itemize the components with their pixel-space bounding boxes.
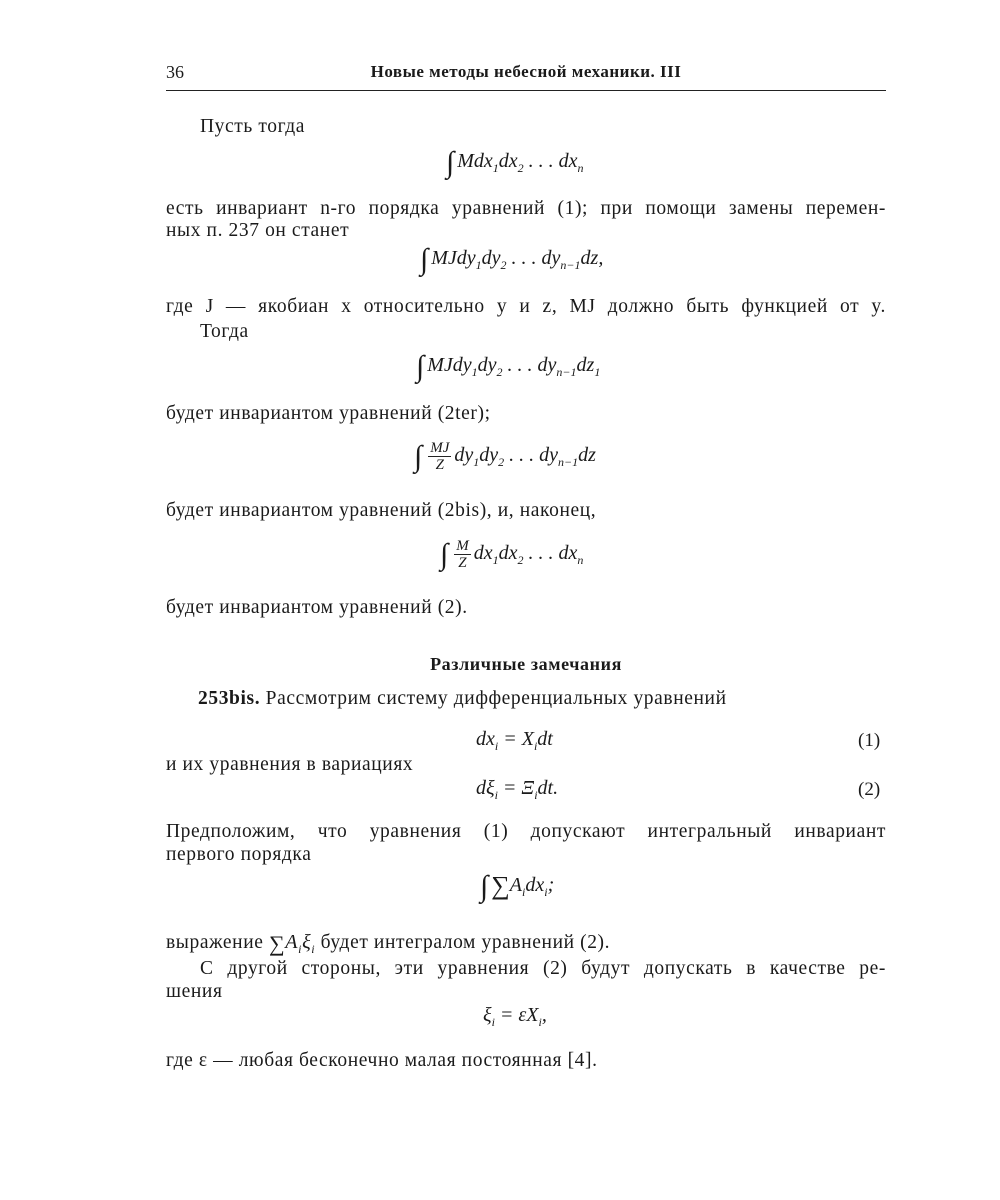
section-title: Различные замечания xyxy=(430,654,622,674)
paragraph-10-post: будет интегралом уравнений (2). xyxy=(320,932,611,953)
formula-solution: $\xi_i = \varepsilon X_i$, xyxy=(483,1004,547,1029)
running-title: Новые методы небесной механики. III xyxy=(370,62,682,81)
formula-integral-5: ∫ $\frac{M}{Z}$ $dx_1dx_2$ . . . $dx_n$ xyxy=(440,538,584,572)
equation-1: $dx_i = X_idt$ xyxy=(476,728,553,753)
formula-integral-4: ∫ $\frac{MJ}{Z}$ $dy_1dy_2$ . . . $dy_{n-1}dz$ xyxy=(414,440,596,474)
paragraph-6: будет инвариантом уравнений (2). xyxy=(166,597,468,618)
paragraph-3-line-1: где J — якобиан x относительно y и z, MJ должно быть функцией от y. xyxy=(166,296,886,317)
paragraph-7 xyxy=(198,688,727,710)
section-number: 253bis. xyxy=(198,688,261,709)
page-number: 36 xyxy=(166,62,184,82)
paragraph-9-line-1: Предположим, что уравнения (1) допускают интегральный инвариант xyxy=(166,821,886,842)
formula-integral-1: ∫ $Mdx_1dx_2$ . . . $dx_n$ xyxy=(446,146,584,179)
formula-sum-inline: $\sum A_i\xi_i$ xyxy=(269,931,316,956)
paragraph-10-pre: выражение xyxy=(166,932,264,953)
equation-1-label: (1) xyxy=(858,730,881,751)
equation-2-label: (2) xyxy=(858,779,881,800)
paragraph-11-line-1: С другой стороны, эти уравнения (2) будут допускать в качестве ре- xyxy=(200,958,886,979)
paragraph-3-line-2: Тогда xyxy=(200,321,249,342)
formula-integral-3: ∫ $MJdy_1dy_2$ . . . $dy_{n-1}dz_1$ xyxy=(416,350,601,383)
paragraph-10 xyxy=(166,931,610,957)
paragraph-1: Пусть тогда xyxy=(200,116,305,137)
formula-integral-2: ∫ $MJdy_1dy_2$ . . . $dy_{n-1}dz$, xyxy=(420,243,604,276)
paragraph-9-line-2: первого порядка xyxy=(166,844,312,865)
paragraph-7-text: Рассмотрим систему дифференциальных уравнений xyxy=(265,688,727,709)
paragraph-2-line-1: есть инвариант n-го порядка уравнений (1); при помощи замены перемен- xyxy=(166,198,886,219)
page-header xyxy=(166,62,886,91)
paragraph-8: и их уравнения в вариациях xyxy=(166,754,414,775)
paragraph-5: будет инвариантом уравнений (2bis), и, наконец, xyxy=(166,500,597,521)
formula-sum-integral: ∫ $\sum A_idx_i$; xyxy=(480,870,555,903)
paragraph-11-line-2: шения xyxy=(166,981,223,1002)
equation-2: $d\xi_i = \Xi_idt$. xyxy=(476,777,559,802)
paragraph-12: где ε — любая бесконечно малая постоянная [4]. xyxy=(166,1050,598,1071)
paragraph-2-line-2: ных п. 237 он станет xyxy=(166,220,350,241)
paragraph-4: будет инвариантом уравнений (2ter); xyxy=(166,403,491,424)
